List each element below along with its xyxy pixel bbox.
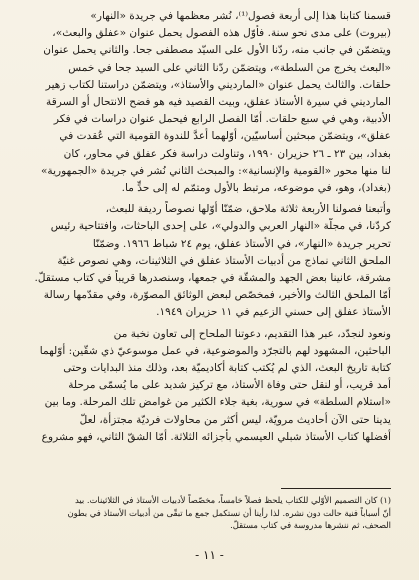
page-number: - ١١ - [195, 548, 224, 562]
text-line: ونعود لنجدّد، عبر هذا التقديم، دعوتنا الملحاح إلى تعاون نخبة من [113, 327, 391, 340]
text-line: قسمنا كتابنا هذا إلى أربعة فصول⁽¹⁾، نُشر معظمها في جريدة «النهار» [90, 10, 391, 22]
text-line: أمّا الملحق الثالث والأخير، فمخصّص لبعض الوثائق المصوّرة، وفي مقدّمها رسالة [43, 289, 391, 302]
text-line: مشرقة، عانينا بعض الجهد والمشقّة في جمعها، وسنصدرها قريباً في كتاب مستقلّ. [34, 272, 391, 285]
main-text [26, 8, 391, 450]
paragraph-3 [26, 326, 391, 446]
text-line: عفلق»، ويتضمّن مبحثين أساسيّين، أوّلهما أُعدَّ للندوة القومية التي عُقدت في [59, 130, 391, 143]
footnote-line: الصحف، ثم ننشرها مدروسة في كتاب مستقلّ. [230, 520, 391, 531]
text-line: ويتضمّن في جانب منه، ردّنا الأول على السيّد مصطفى جحا. والثاني يحمل عنوان [43, 44, 391, 57]
text-line: حلقات. والثالث يحمل عنوان «المارديني والأستاذ»، ويتضمّن دراستنا لكتاب زهير [45, 78, 391, 91]
text-line: الأدبية، وهي في سبع حلقات. أمّا الفصل الرابع فيحمل عنوان دراسات في فكر [53, 113, 391, 126]
text-line: الباحثين، المشهود لهم بالتجرّد والموضوعية، في عمل موسوعيّ ذي شقّين: أوّلهما [39, 344, 391, 357]
text-line: المارديني في سيرة الأستاذ عفلق، وبيت القصيد فيه هو فضح الانتحال أو السرقة [46, 96, 391, 109]
paragraph-1 [26, 8, 391, 197]
text-line: أفضلها كتاب الأستاذ شبلي العيسمي بأجزائه الثلاثة. أمّا الشقّ الثاني، فهو مشروع [41, 430, 391, 443]
footnote-divider [281, 488, 391, 489]
text-line: لنا منها محور «القومية والإنسانية»: والمبحث الثاني نُشر في جريدة «الجمهورية» [40, 164, 391, 177]
text-line: الأستاذ عفلق إلى حسني الزعيم في ١١ حزيران ١٩٤٩. [156, 306, 391, 319]
text-line: بغداد، بين ٢٣ ـ ٢٦ حزيران ١٩٩٠، وتناولت دراسة فكر عفلق في محاور، كان [63, 147, 391, 160]
text-line: «البعث يخرج من السلطة»، ويتضمّن ردّنا الثاني على السيد جحا في خمس [68, 61, 391, 74]
text-line: يدينا حتى الآن أحاديث مرويّة، ليس أكثر من محاولات فرديّة مجتزأة، لعلّ [79, 413, 391, 426]
text-line: تحرير جريدة «النهار»، في الأستاذ عفلق، يوم ٢٤ شباط ١٩٦٦. وضمّنّا [92, 237, 391, 250]
text-line: «استلام السلطة» في سورية، بغية جلاء الكثير من غوامض تلك المرحلة. وما بين [44, 396, 391, 409]
text-line: أمد قريب، أو لنقل حتى وفاة الأستاذ، مع تركيز شديد على ما يُسمّى مرحلة [68, 379, 391, 392]
text-line: كتابة تاريخ البعث، الذي لم يُكتب كتابة أكاديميّة بعد، وذلك منذ البدايات وحتى [63, 362, 391, 375]
text-line: (بيروت) على مدى نحو سنة. فأوّل هذه الفصول يحمل عنوان «عفلق والبعث»، [52, 27, 391, 40]
footnotes [26, 494, 391, 532]
paragraph-2 [26, 201, 391, 321]
text-line: وأتبعنا فصولنا الأربعة ثلاثة ملاحق، ضمّنّا أوّلها نصوصاً رديفة للبعث، [105, 203, 391, 216]
footnote-line: أنّ أسباباً فنية حالت دون نشره. لذا رأينا أن نستكمل جمع ما تبقّى من أدبيات الأستاذ في بطون [67, 507, 391, 518]
text-line: كردّنا، في مجلّة «النهار العربي والدولي»، على إحدى الباحثات، وافتتاحية رئيس [50, 220, 391, 233]
text-line: الملحق الثاني نماذج من أدبيات الأستاذ عفلق في الثلاثينات، وهي نصوص غنيّة [57, 254, 391, 267]
footnote-line: (١) كان التصميم الأوّلي للكتاب يلحظ فصلاً خامساً، مخصّصاً لأدبيات الأستاذ في الثلاثينات. بيد [74, 495, 391, 505]
text-line: (بغداد)، وهو، في موضوعه، مرتبط بالأول ومتمّم له إلى حدٍّ ما. [121, 182, 391, 195]
